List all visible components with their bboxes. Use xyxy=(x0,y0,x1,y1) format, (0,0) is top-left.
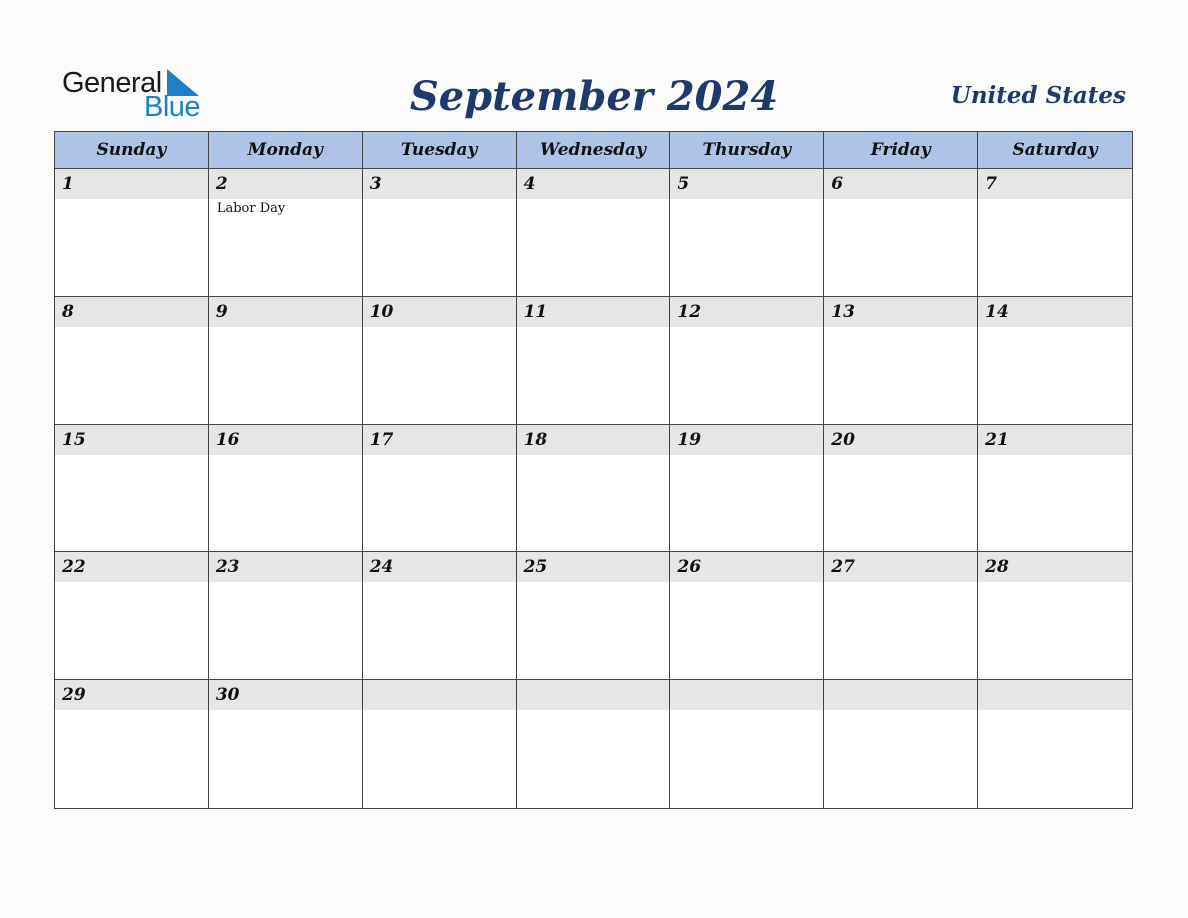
date-band xyxy=(209,680,362,710)
day-cell xyxy=(670,680,824,808)
date-band xyxy=(517,169,670,199)
day-number: 2 xyxy=(215,174,228,194)
day-cell xyxy=(978,297,1132,425)
day-cell xyxy=(978,680,1132,808)
date-band xyxy=(824,297,977,327)
day-cell xyxy=(209,169,363,297)
date-band xyxy=(363,297,516,327)
date-band xyxy=(978,297,1132,327)
date-band xyxy=(55,552,208,582)
date-band xyxy=(978,169,1132,199)
date-band xyxy=(55,297,208,327)
date-band xyxy=(824,425,977,455)
logo-word-general: General xyxy=(62,67,162,99)
date-band xyxy=(978,680,1132,710)
day-cell xyxy=(517,169,671,297)
calendar-title: September 2024 xyxy=(409,73,779,120)
date-band xyxy=(363,425,516,455)
day-number: 14 xyxy=(985,301,1009,322)
day-number: 3 xyxy=(369,174,382,194)
day-cell xyxy=(55,552,209,680)
date-band xyxy=(363,169,516,199)
day-cell xyxy=(670,425,824,553)
day-number: 30 xyxy=(215,685,240,706)
weekday-header-thursday: Thursday xyxy=(670,132,824,169)
day-cell xyxy=(517,297,671,425)
day-number: 18 xyxy=(523,429,548,450)
day-number: 17 xyxy=(369,429,394,450)
day-cell xyxy=(824,297,978,425)
day-number: 9 xyxy=(215,301,228,322)
day-number: 24 xyxy=(369,557,394,578)
day-cell xyxy=(824,552,978,680)
day-cell xyxy=(824,680,978,808)
day-number: 6 xyxy=(831,174,844,194)
weekday-header-tuesday: Tuesday xyxy=(363,132,517,169)
weekday-header-saturday: Saturday xyxy=(978,132,1132,169)
day-number: 19 xyxy=(677,429,702,450)
day-cell xyxy=(363,680,517,808)
day-cell xyxy=(517,680,671,808)
day-number: 7 xyxy=(985,174,997,194)
date-band xyxy=(670,680,823,710)
day-number: 15 xyxy=(62,429,86,450)
day-cell xyxy=(978,425,1132,553)
weekday-header-wednesday: Wednesday xyxy=(517,132,671,169)
date-band xyxy=(209,552,362,582)
day-number: 16 xyxy=(215,429,240,450)
day-cell xyxy=(55,680,209,808)
day-cell xyxy=(978,552,1132,680)
day-cell xyxy=(670,297,824,425)
day-number: 28 xyxy=(985,557,1009,578)
weekday-header-sunday: Sunday xyxy=(55,132,209,169)
day-number: 26 xyxy=(677,557,702,578)
date-band xyxy=(517,680,670,710)
date-band xyxy=(55,425,208,455)
day-cell xyxy=(209,425,363,553)
day-number: 4 xyxy=(523,174,536,194)
day-cell xyxy=(517,552,671,680)
day-number: 20 xyxy=(831,429,855,450)
day-number: 1 xyxy=(62,174,74,194)
day-number: 27 xyxy=(831,557,855,578)
day-number: 5 xyxy=(677,174,690,194)
date-band xyxy=(209,169,362,199)
day-cell xyxy=(978,169,1132,297)
weekday-header-friday: Friday xyxy=(824,132,978,169)
day-number: 10 xyxy=(369,301,394,322)
date-band xyxy=(824,169,977,199)
day-cell xyxy=(670,169,824,297)
day-number: 12 xyxy=(677,301,702,322)
day-cell xyxy=(55,169,209,297)
day-number: 21 xyxy=(985,429,1009,450)
day-number: 8 xyxy=(62,301,74,322)
calendar-grid xyxy=(54,131,1133,809)
day-number: 22 xyxy=(62,557,86,578)
day-cell xyxy=(55,297,209,425)
day-number: 13 xyxy=(831,301,855,322)
date-band xyxy=(670,297,823,327)
date-band xyxy=(209,297,362,327)
day-cell xyxy=(209,680,363,808)
day-cell xyxy=(363,169,517,297)
date-band xyxy=(517,552,670,582)
day-number: 29 xyxy=(62,685,86,706)
date-band xyxy=(209,425,362,455)
date-band xyxy=(670,425,823,455)
date-band xyxy=(517,425,670,455)
date-band xyxy=(824,680,977,710)
day-cell xyxy=(824,425,978,553)
day-number: 23 xyxy=(215,557,240,578)
date-band xyxy=(363,552,516,582)
date-band xyxy=(517,297,670,327)
date-band xyxy=(363,680,516,710)
date-band xyxy=(55,169,208,199)
day-number: 11 xyxy=(523,301,548,322)
date-band xyxy=(55,680,208,710)
day-cell xyxy=(55,425,209,553)
day-number: 25 xyxy=(523,557,548,578)
date-band xyxy=(670,552,823,582)
day-cell xyxy=(363,425,517,553)
day-cell xyxy=(209,552,363,680)
day-cell xyxy=(363,297,517,425)
date-band xyxy=(978,425,1132,455)
day-cell xyxy=(670,552,824,680)
date-band xyxy=(824,552,977,582)
date-band xyxy=(978,552,1132,582)
holiday-label: Labor Day xyxy=(216,201,286,216)
date-band xyxy=(670,169,823,199)
day-cell xyxy=(209,297,363,425)
logo-word-blue: Blue xyxy=(144,91,201,123)
day-cell xyxy=(363,552,517,680)
country-label: United States xyxy=(950,82,1126,109)
day-cell xyxy=(824,169,978,297)
day-cell xyxy=(517,425,671,553)
weekday-header-monday: Monday xyxy=(209,132,363,169)
